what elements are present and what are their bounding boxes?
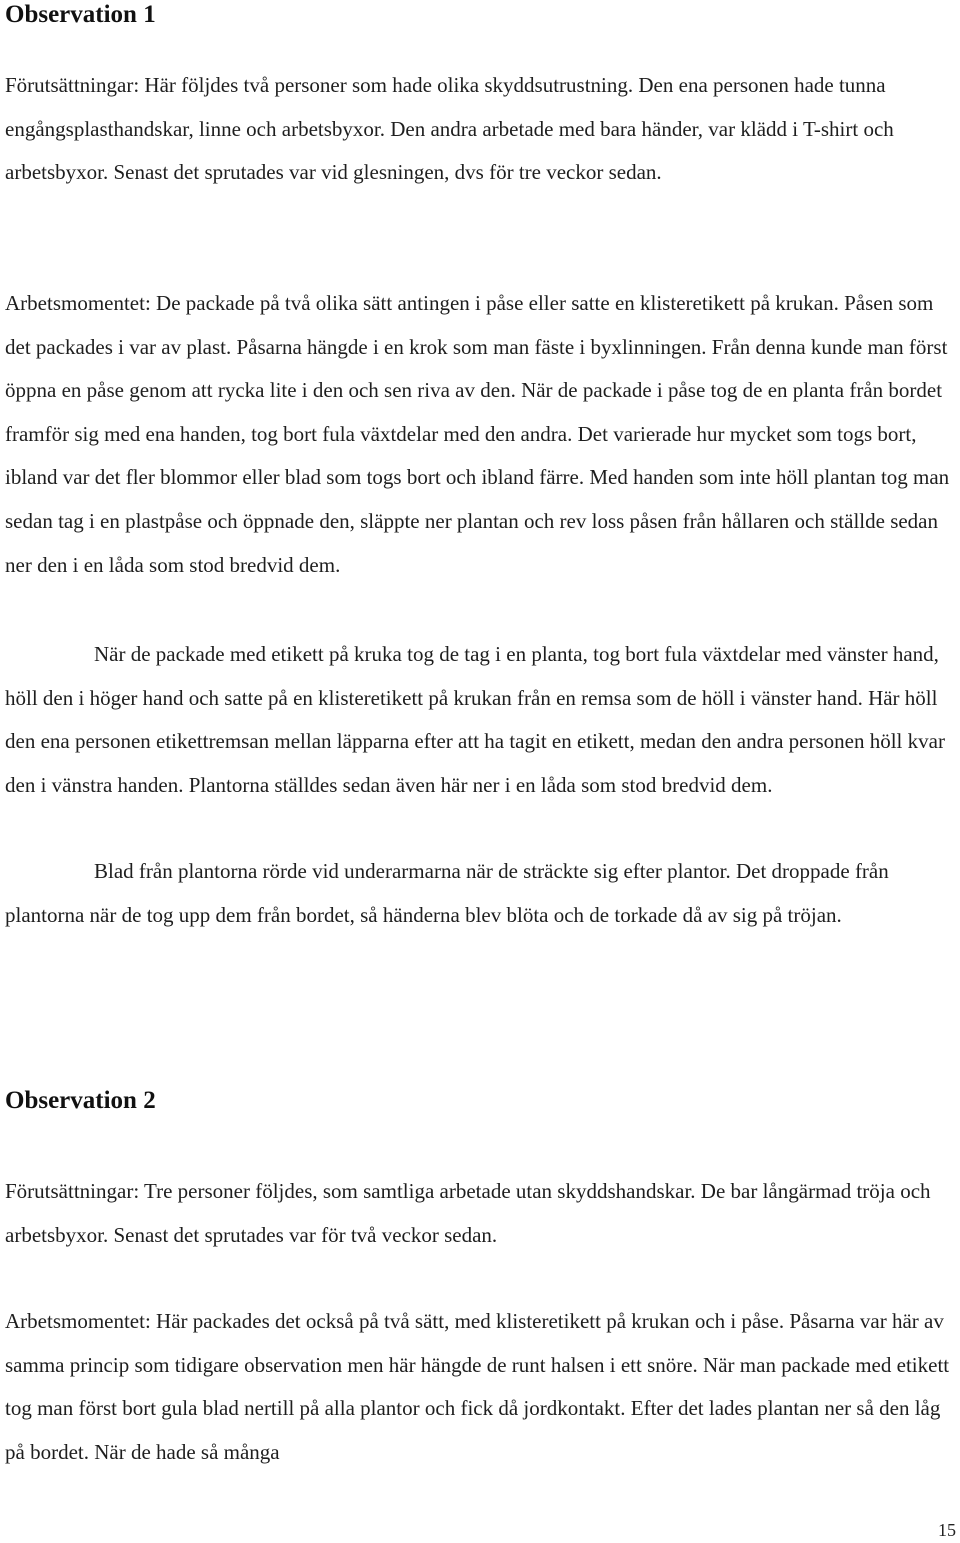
- page-number: 15: [938, 1520, 956, 1540]
- observation-1-work-step: Arbetsmomentet: De packade på två olika sätt antingen i påse eller satte en klisteretikett på krukan. Påsen som det packades i var av plast. Påsarna hängde i en krok som man fäste i byxlinningen. Från denna kunde man först öppna en påse genom att rycka lite i den och sen riva av den. När de packade i påse tog de en planta från bordet framför sig med ena handen, tog bort fula växtdelar med den andra. Det varierade hur mycket som togs bort, ibland var det fler blommor eller blad som togs bort och ibland färre. Med handen som inte höll plantan tog man sedan tag i en plastpåse och öppnade den, släppte ner plantan och rev loss påsen från hållaren och ställde sedan ner den i en låda som stod bredvid dem.: [5, 291, 950, 577]
- observation-1-label-packing: När de packade med etikett på kruka tog de tag i en planta, tog bort fula växtdelar med vänster hand, höll den i höger hand och satte på en klisteretikett på krukan från en remsa som de höll i vänster hand. Här höll den ena personen etikettremsan mellan läpparna efter att ha tagit en etikett, medan den andra personen höll kvar den i vänstra handen. Plantorna ställdes sedan även här ner i en låda som stod bredvid dem.: [5, 642, 945, 797]
- observation-1-heading: Observation 1: [5, 1, 156, 28]
- observation-2-work-step: Arbetsmomentet: Här packades det också på två sätt, med klisteretikett på krukan och i påse. Påsarna var här av samma princip som tidigare observation men här hängde de runt halsen i ett snöre. När man packade med etikett tog man först bort gula blad nertill på alla plantor och fick då jordkontakt. Efter det lades plantan ner så den låg på bordet. När de hade så många: [5, 1309, 950, 1464]
- observation-1-premises: Förutsättningar: Här följdes två personer som hade olika skyddsutrustning. Den ena personen hade tunna engångsplasthandskar, linne och arbetsbyxor. Den andra arbetade med bara händer, var klädd i T-shirt och arbetsbyxor. Senast det sprutades var vid glesningen, dvs för tre veckor sedan.: [5, 73, 894, 185]
- observation-1-leaf-contact: Blad från plantorna rörde vid underarmarna när de sträckte sig efter plantor. Det droppade från plantorna när de tog upp dem från bordet, så händerna blev blöta och de torkade då av sig på tröjan.: [5, 859, 889, 927]
- observation-2-premises: Förutsättningar: Tre personer följdes, som samtliga arbetade utan skyddshandskar. De bar långärmad tröja och arbetsbyxor. Senast det sprutades var för två veckor sedan.: [5, 1179, 931, 1247]
- observation-2-heading: Observation 2: [5, 1087, 156, 1114]
